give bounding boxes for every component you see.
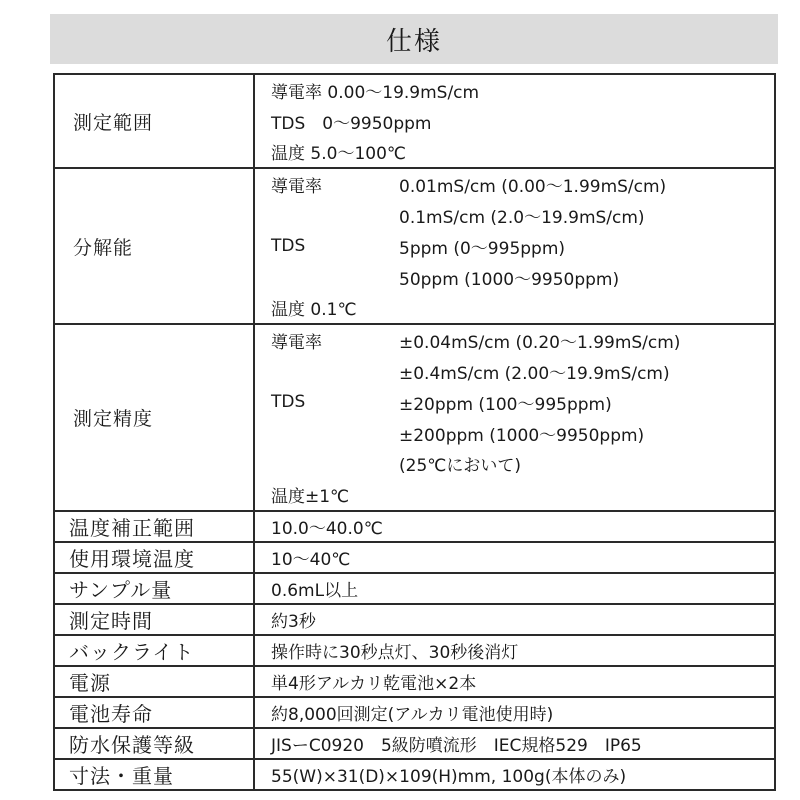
title-bar xyxy=(50,14,778,64)
page-title: 仕様 xyxy=(385,26,442,57)
row-label: 使用環境温度 xyxy=(54,542,254,573)
row-value: JISーC0920 5級防噴流形 IEC規格529 IP65 xyxy=(254,728,775,759)
value-key: TDS xyxy=(271,392,306,413)
row-label: 測定精度 xyxy=(54,324,254,511)
value-line: 温度±1℃ xyxy=(271,487,350,508)
value-line xyxy=(271,449,774,480)
row-label: 分解能 xyxy=(54,168,254,324)
value-line: 温度 0.1℃ xyxy=(271,300,357,321)
value-line xyxy=(271,262,774,293)
table-row-range xyxy=(54,74,775,168)
table-row xyxy=(54,728,775,759)
row-label: バックライト xyxy=(54,635,254,666)
row-value: 55(W)×31(D)×109(H)mm, 100g(本体のみ) xyxy=(254,759,775,790)
table-row xyxy=(54,511,775,542)
row-label: サンプル量 xyxy=(54,573,254,604)
value-line xyxy=(271,356,774,387)
value-text: ±0.4mS/cm (2.00～19.9mS/cm) xyxy=(399,364,670,385)
table-row xyxy=(54,542,775,573)
value-line xyxy=(271,231,774,262)
value-text: ±20ppm (100～995ppm) xyxy=(399,394,612,415)
row-value: 単4形アルカリ乾電池×2本 xyxy=(254,666,775,697)
value-line xyxy=(271,387,774,418)
row-value: 操作時に30秒点灯、30秒後消灯 xyxy=(254,635,775,666)
table-row-accuracy xyxy=(54,324,775,511)
value-line xyxy=(271,169,774,200)
value-text: 5ppm (0～995ppm) xyxy=(399,238,566,259)
value-text: (25℃において) xyxy=(399,456,521,477)
value-key: 導電率 xyxy=(271,333,322,354)
row-label: 電源 xyxy=(54,666,254,697)
value-text: 0.1mS/cm (2.0～19.9mS/cm) xyxy=(399,208,645,229)
value-line: 温度 5.0～100℃ xyxy=(271,144,406,165)
row-value: 約8,000回測定(アルカリ電池使用時) xyxy=(254,697,775,728)
row-label: 温度補正範囲 xyxy=(54,511,254,542)
table-row xyxy=(54,604,775,635)
table-row-resolution xyxy=(54,168,775,324)
value-text: 0.01mS/cm (0.00～1.99mS/cm) xyxy=(399,177,667,198)
row-value: 約3秒 xyxy=(254,604,775,635)
row-value: 10.0～40.0℃ xyxy=(254,511,775,542)
value-text: ±200ppm (1000～9950ppm) xyxy=(399,425,645,446)
table-row xyxy=(54,759,775,790)
value-text: 50ppm (1000～9950ppm) xyxy=(399,269,620,290)
row-label: 防水保護等級 xyxy=(54,728,254,759)
row-value: 0.6mL以上 xyxy=(254,573,775,604)
spec-table xyxy=(53,73,776,791)
row-label: 電池寿命 xyxy=(54,697,254,728)
row-value: 10～40℃ xyxy=(254,542,775,573)
value-line xyxy=(271,418,774,449)
value-line xyxy=(271,200,774,231)
value-key: 導電率 xyxy=(271,177,322,198)
value-line: 導電率 0.00～19.9mS/cm xyxy=(271,82,480,103)
row-label: 寸法・重量 xyxy=(54,759,254,790)
row-value xyxy=(254,168,775,324)
table-row xyxy=(54,666,775,697)
table-row xyxy=(54,697,775,728)
row-label: 測定範囲 xyxy=(54,74,254,168)
row-label: 測定時間 xyxy=(54,604,254,635)
table-row xyxy=(54,573,775,604)
row-value xyxy=(254,324,775,511)
row-value xyxy=(254,74,775,168)
value-line xyxy=(271,325,774,356)
value-line: TDS 0～9950ppm xyxy=(271,113,432,134)
table-row xyxy=(54,635,775,666)
value-text: ±0.04mS/cm (0.20～1.99mS/cm) xyxy=(399,333,681,354)
value-key: TDS xyxy=(271,236,306,257)
